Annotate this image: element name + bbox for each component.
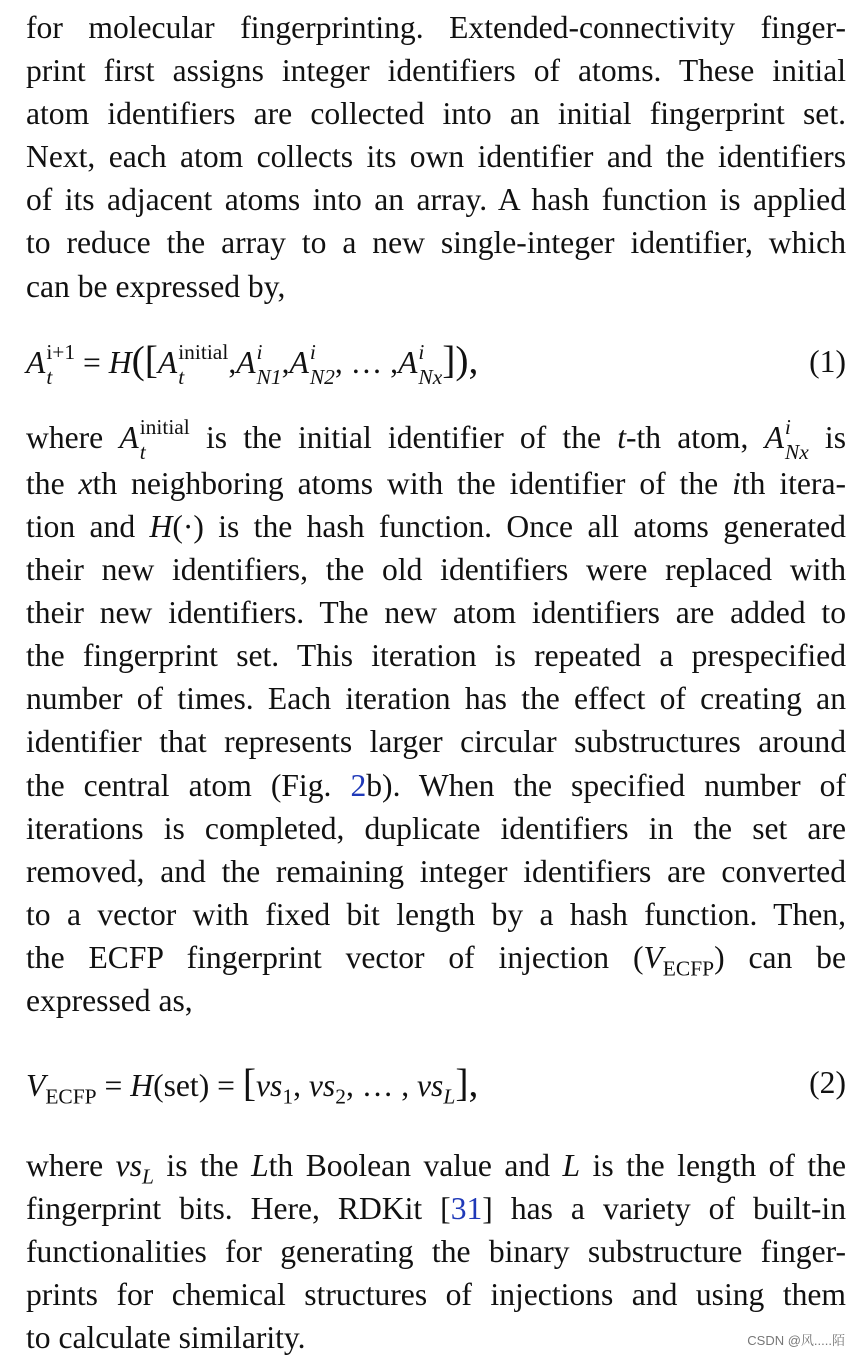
text-line: for molecular fingerprinting. Extended-connectivity finger- bbox=[26, 10, 846, 45]
paragraph-3 bbox=[26, 1144, 846, 1359]
figure-2-link[interactable]: 2 bbox=[350, 767, 367, 803]
text-line: number of times. Each iteration has the effect of creating an bbox=[26, 681, 846, 717]
text-line: expressed as, bbox=[26, 983, 193, 1019]
paragraph-2 bbox=[26, 416, 846, 1022]
paper-page bbox=[26, 6, 846, 1360]
equation-1-number: (1) bbox=[809, 343, 846, 379]
text-line: the ECFP fingerprint vector of injection $(V_{ECFP})$ can be bbox=[26, 939, 846, 981]
equation-2-body: $V_{ECFP} = H(set) = [vs_1$, $vs_2$, … , $vs_L$], bbox=[26, 1061, 479, 1109]
text-line: fingerprint bits. Here, RDKit [31] has a variety of built-in bbox=[26, 1191, 846, 1227]
text-line: where A initial t is the initial identifier of the t-th atom, A i Nx is bbox=[26, 414, 846, 465]
text-line: the central atom (Fig. 2b). When the specified number of bbox=[26, 767, 846, 803]
text-line: Next, each atom collects its own identifier and the identifiers bbox=[26, 139, 846, 175]
text-line: identifier that represents larger circular substructures around bbox=[26, 724, 846, 760]
text-line: to a vector with fixed bit length by a hash function. Then, bbox=[26, 896, 846, 932]
text-line: prints for chemical structures of injections and using them bbox=[26, 1277, 846, 1313]
text-line: of its adjacent atoms into an array. A hash function is applied bbox=[26, 182, 846, 218]
watermark: CSDN @风.....陌 bbox=[747, 1333, 845, 1348]
text-line: the fingerprint set. This iteration is repeated a prespecified bbox=[26, 638, 846, 674]
equation-1 bbox=[26, 308, 846, 416]
equation-1-body: A i+1 t = H([A initial t ,A i N1 ,A i N2 , … ,A i Nx ]), bbox=[26, 337, 479, 390]
text-line: atom identifiers are collected into an initial fingerprint set. bbox=[26, 96, 846, 132]
equation-2-number: (2) bbox=[809, 1065, 846, 1101]
text-line: can be expressed by, bbox=[26, 268, 286, 304]
text-line: their new identifiers, the old identifiers were replaced with bbox=[26, 552, 846, 588]
text-line: tion and H(·) is the hash function. Once all atoms generated bbox=[26, 508, 846, 544]
text-line: functionalities for generating the binary substructure finger- bbox=[26, 1234, 846, 1270]
equation-2 bbox=[26, 1022, 846, 1144]
text-line: to reduce the array to a new single-integer identifier, which bbox=[26, 225, 846, 261]
reference-31-link[interactable]: 31 bbox=[450, 1191, 483, 1227]
text-line: where $vs_L$ is the Lth Boolean value and L is the length of the bbox=[26, 1148, 847, 1189]
text-line: print first assigns integer identifiers of atoms. These initial bbox=[26, 53, 846, 89]
text-line: their new identifiers. The new atom identifiers are added to bbox=[26, 595, 846, 631]
paragraph-1 bbox=[26, 6, 846, 308]
text-line: removed, and the remaining integer identifiers are converted bbox=[26, 853, 846, 889]
text-line: to calculate similarity. bbox=[26, 1320, 306, 1356]
text-line: the xth neighboring atoms with the identifier of the ith itera- bbox=[26, 465, 846, 501]
text-line: iterations is completed, duplicate identifiers in the set are bbox=[26, 810, 846, 846]
